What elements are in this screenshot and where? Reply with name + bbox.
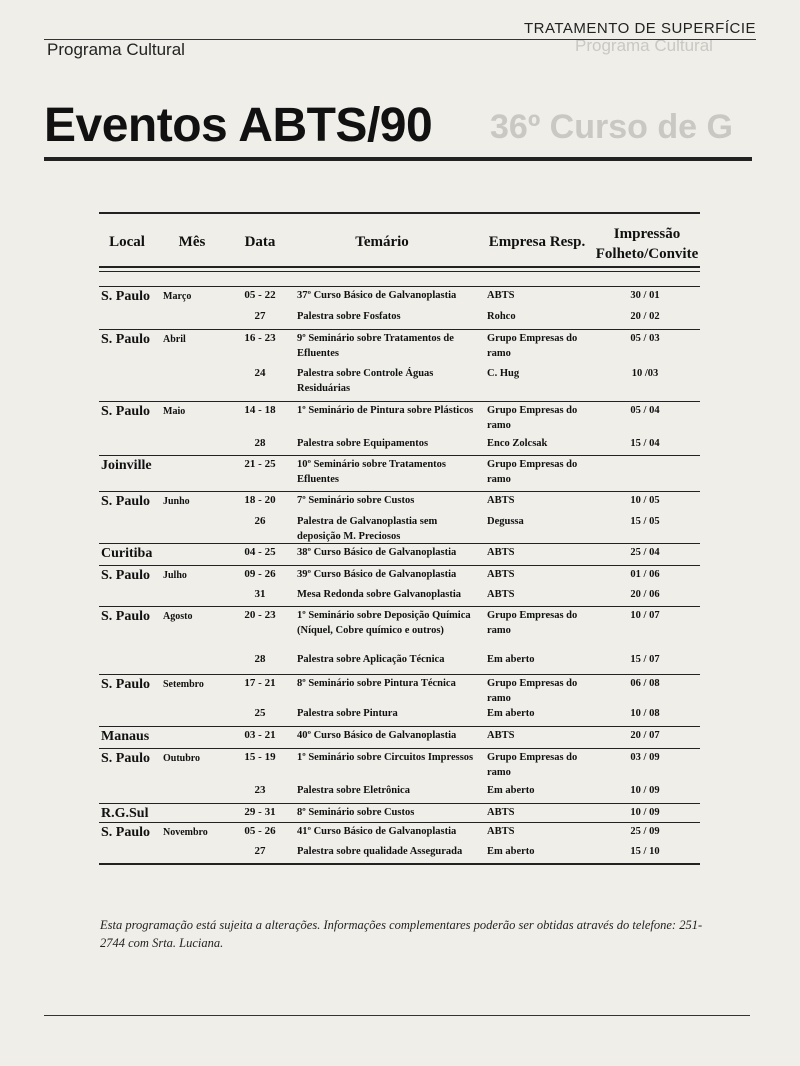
print-date-cell: 01 / 06 (630, 569, 660, 580)
location-cell: Joinville (101, 458, 152, 473)
print-date-cell: 10 / 05 (630, 495, 660, 506)
company-cell: C. Hug (487, 368, 520, 379)
company-cell: ABTS (487, 290, 515, 301)
table-bottom-rule (99, 863, 700, 865)
print-date-cell: 05 / 03 (630, 333, 660, 344)
topic-cell: Palestra sobre Fosfatos (297, 311, 401, 322)
topic-cell: Palestra sobre Eletrônica (297, 785, 410, 796)
company-cell: ABTS (487, 589, 515, 600)
table-row (99, 565, 700, 583)
topic-cell: Mesa Redonda sobre Galvanoplastia (297, 589, 462, 600)
column-header-mes: Mês (178, 234, 206, 250)
title-rule (44, 157, 752, 161)
topic-cell: Palestra sobre Pintura (297, 708, 398, 719)
company-cell: Grupo Empresas do ramo (487, 459, 578, 486)
date-cell: 25 (254, 707, 266, 719)
company-cell: Em aberto (487, 785, 535, 796)
table-row (99, 543, 700, 561)
topic-cell: Palestra sobre qualidade Assegurada (297, 846, 463, 857)
topic-cell: 8º Seminário sobre Custos (297, 807, 415, 818)
table-row (99, 822, 700, 840)
date-cell: 18 - 20 (244, 494, 276, 506)
date-cell: 31 (254, 588, 266, 600)
print-date-cell: 15 / 05 (630, 516, 660, 527)
column-header-tematio: Temário (355, 234, 409, 250)
date-cell: 09 - 26 (244, 568, 276, 580)
topic-cell: 8º Seminário sobre Pintura Técnica (297, 678, 456, 689)
table-row (99, 329, 700, 360)
topic-cell: 1º Seminário de Pintura sobre Plásticos (297, 405, 474, 416)
date-cell: 14 - 18 (244, 404, 276, 416)
print-date-cell: 15 / 07 (630, 654, 660, 665)
show-through-heading: 36º Curso de G (490, 108, 733, 146)
company-cell: Grupo Empresas do ramo (487, 678, 578, 705)
month-cell: Junho (163, 496, 190, 507)
date-cell: 23 (254, 784, 266, 796)
print-date-cell: 06 / 08 (630, 678, 660, 689)
print-date-cell: 10 / 07 (630, 610, 660, 621)
date-cell: 29 - 31 (244, 806, 276, 818)
table-top-rule (99, 212, 700, 214)
topic-cell: Palestra de Galvanoplastia sem deposição M. Preciosos (297, 516, 438, 543)
date-cell: 04 - 25 (244, 546, 276, 558)
date-cell: 28 (254, 653, 266, 665)
print-date-cell: 15 / 10 (630, 846, 660, 857)
location-cell: S. Paulo (101, 609, 151, 624)
table-row (99, 748, 700, 779)
table-row (99, 286, 700, 304)
topic-cell: 39º Curso Básico de Galvanoplastia (297, 569, 457, 580)
print-date-cell: 05 / 04 (630, 405, 660, 416)
show-through-text: Programa Cultural (575, 36, 713, 55)
month-cell: Março (163, 291, 192, 302)
topic-cell: 40º Curso Básico de Galvanoplastia (297, 730, 457, 741)
company-cell: ABTS (487, 495, 515, 506)
location-cell: S. Paulo (101, 825, 151, 840)
date-cell: 15 - 19 (244, 751, 276, 763)
company-cell: Enco Zolcsak (487, 438, 548, 449)
topic-cell: 41º Curso Básico de Galvanoplastia (297, 826, 457, 837)
location-cell: S. Paulo (101, 404, 151, 419)
column-header-local: Local (109, 234, 145, 250)
print-date-cell: 10 / 09 (630, 807, 660, 818)
month-cell: Outubro (163, 753, 201, 764)
location-cell: S. Paulo (101, 494, 151, 509)
date-cell: 17 - 21 (244, 677, 276, 689)
print-date-cell: 25 / 04 (630, 547, 660, 558)
print-date-cell: 20 / 07 (630, 730, 660, 741)
location-cell: S. Paulo (101, 332, 151, 347)
date-cell: 05 - 26 (244, 825, 276, 837)
topic-cell: 1º Seminário sobre Deposição Química (Níquel, Cobre químico e outros) (297, 610, 471, 637)
company-cell: Em aberto (487, 846, 535, 857)
date-cell: 28 (254, 437, 266, 449)
table-row (99, 491, 700, 509)
print-date-cell: 15 / 04 (630, 438, 660, 449)
company-cell: ABTS (487, 569, 515, 580)
company-cell: Grupo Empresas do ramo (487, 405, 578, 432)
print-date-cell: 10 / 08 (630, 708, 660, 719)
subsection-label: Programa Cultural (47, 40, 185, 59)
table-row (99, 606, 700, 637)
date-cell: 27 (254, 845, 266, 857)
topic-cell: 10º Seminário sobre Tratamentos Efluentes (297, 459, 446, 486)
date-cell: 05 - 22 (244, 289, 276, 301)
date-cell: 03 - 21 (244, 729, 276, 741)
date-cell: 27 (254, 310, 266, 322)
topic-cell: 37º Curso Básico de Galvanoplastia (297, 290, 457, 301)
date-cell: 26 (254, 515, 266, 527)
date-cell: 16 - 23 (244, 332, 276, 344)
date-cell: 21 - 25 (244, 458, 276, 470)
topic-cell: 1º Seminário sobre Circuitos Impressos (297, 752, 474, 763)
month-cell: Julho (163, 570, 187, 581)
date-cell: 20 - 23 (244, 609, 276, 621)
column-header-empresa: Empresa Resp. (488, 234, 586, 250)
company-cell: Em aberto (487, 654, 535, 665)
print-date-cell: 03 / 09 (630, 752, 660, 763)
print-date-cell: 10 / 09 (630, 785, 660, 796)
table-row (99, 455, 700, 486)
print-date-cell: 20 / 02 (630, 311, 660, 322)
print-date-cell: 10 /03 (631, 368, 659, 379)
company-cell: Em aberto (487, 708, 535, 719)
header-rule-thick (99, 266, 700, 268)
month-cell: Maio (163, 406, 186, 417)
company-cell: Grupo Empresas do ramo (487, 333, 578, 360)
column-header-impressao: Impressão Folheto/Convite (595, 226, 699, 263)
events-table (99, 205, 700, 867)
bottom-rule (44, 1015, 750, 1016)
topic-cell: 9º Seminário sobre Tratamentos de Efluentes (297, 333, 454, 360)
page-title: Eventos ABTS/90 (44, 98, 436, 153)
location-cell: S. Paulo (101, 677, 151, 692)
table-row (99, 674, 700, 705)
month-cell: Setembro (163, 679, 204, 690)
topic-cell: 38º Curso Básico de Galvanoplastia (297, 547, 457, 558)
company-cell: ABTS (487, 807, 515, 818)
company-cell: Degussa (487, 516, 524, 527)
topic-cell: Palestra sobre Controle Águas Residuárias (297, 368, 434, 395)
company-cell: Grupo Empresas do ramo (487, 752, 578, 779)
company-cell: ABTS (487, 730, 515, 741)
table-row (99, 803, 700, 821)
company-cell: Rohco (487, 311, 516, 322)
company-cell: ABTS (487, 547, 515, 558)
print-date-cell: 30 / 01 (630, 290, 660, 301)
location-cell: R.G.Sul (101, 806, 149, 821)
month-cell: Abril (163, 334, 186, 345)
header-rule-thin (99, 271, 700, 272)
month-cell: Agosto (163, 611, 193, 622)
topic-cell: Palestra sobre Aplicação Técnica (297, 654, 445, 665)
month-cell: Novembro (163, 827, 208, 838)
footnote: Esta programação está sujeita a alterações. Informações complementares poderão ser obtidas através do telefone: 251-2744 com Srta. Luciana. (100, 918, 703, 950)
location-cell: Manaus (101, 729, 150, 744)
date-cell: 24 (254, 367, 266, 379)
location-cell: Curitiba (101, 546, 153, 561)
section-label: TRATAMENTO DE SUPERFÍCIE (523, 20, 756, 37)
print-date-cell: 20 / 06 (630, 589, 660, 600)
table-row (99, 401, 700, 432)
company-cell: Grupo Empresas do ramo (487, 610, 578, 637)
company-cell: ABTS (487, 826, 515, 837)
column-header-data: Data (244, 234, 276, 250)
table-row (99, 726, 700, 744)
location-cell: S. Paulo (101, 568, 151, 583)
location-cell: S. Paulo (101, 289, 151, 304)
location-cell: S. Paulo (101, 751, 151, 766)
topic-cell: Palestra sobre Equipamentos (297, 438, 429, 449)
topic-cell: 7º Seminário sobre Custos (297, 495, 415, 506)
print-date-cell: 25 / 09 (630, 826, 660, 837)
